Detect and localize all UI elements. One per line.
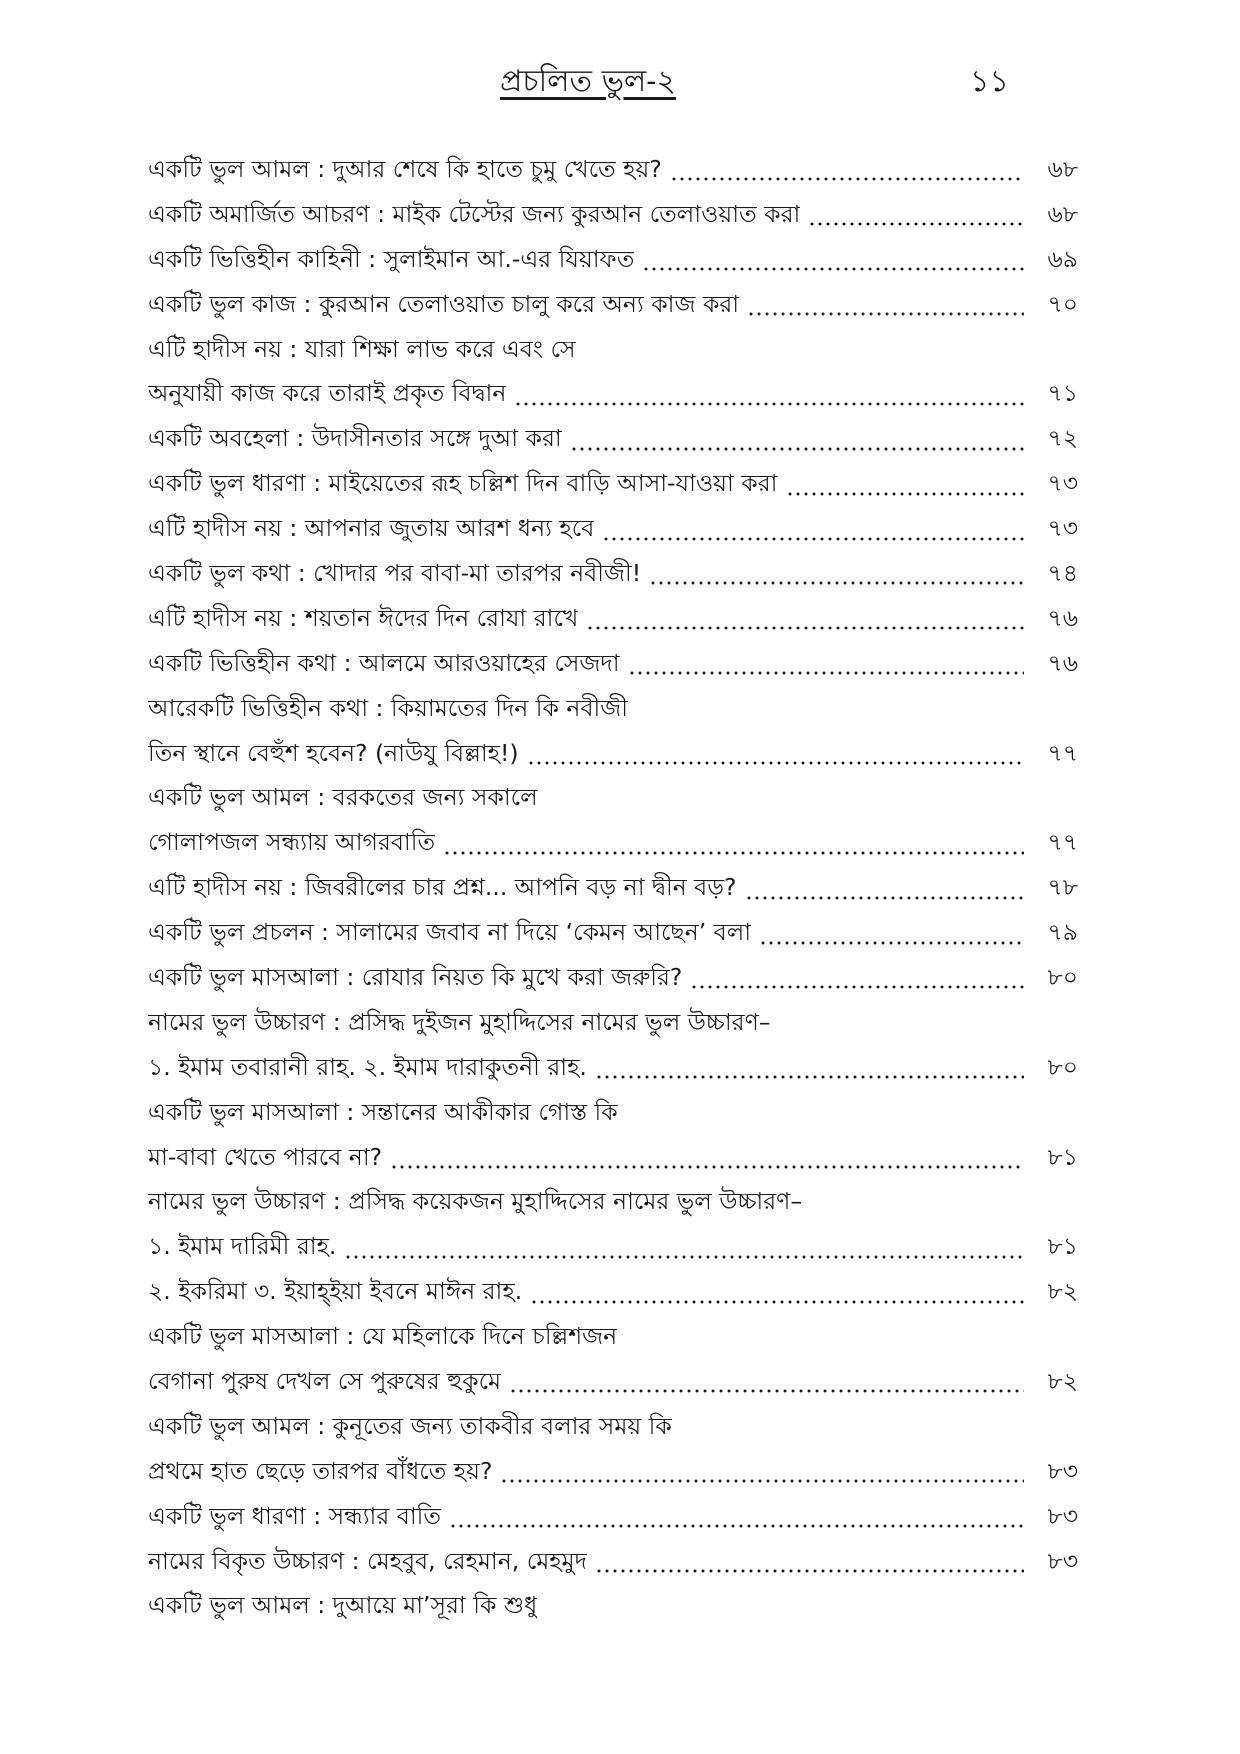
toc-entry	[148, 1360, 1078, 1405]
dot-leader	[649, 581, 1024, 585]
dot-leader	[670, 177, 1024, 181]
toc-entry-page: ৭৪	[1047, 558, 1078, 587]
toc-entry-page: ৭২	[1047, 424, 1078, 453]
dot-leader	[449, 1524, 1024, 1528]
dot-leader	[500, 1479, 1024, 1483]
page-header	[0, 62, 1240, 108]
toc-entry-title: নামের ভুল উচ্চারণ : প্রসিদ্ধ দুইজন মুহাদ্দিসের নামের ভুল উচ্চারণ–	[148, 1007, 771, 1036]
toc-entry-title: নামের ভুল উচ্চারণ : প্রসিদ্ধ কয়েকজন মুহাদ্দিসের নামের ভুল উচ্চারণ–	[148, 1187, 803, 1216]
toc-entry	[148, 732, 1078, 777]
toc-entry-title: একটি ভুল আমল : বরকতের জন্য সকালে	[148, 783, 538, 812]
dot-leader	[527, 761, 1024, 765]
toc-entry	[148, 1091, 1078, 1136]
toc-entry	[148, 238, 1078, 283]
toc-entry-title: আরেকটি ভিত্তিহীন কথা : কিয়ামতের দিন কি নবীজী	[148, 693, 628, 722]
toc-entry-page: ৮৩	[1047, 1501, 1078, 1530]
toc-entry	[148, 462, 1078, 507]
toc-entry-title: এটি হাদীস নয় : শয়তান ঈদের দিন রোযা রাখে	[148, 603, 579, 632]
toc-entry-title: একটি ভুল ধারণা : মাইয়েতের রূহ চল্লিশ দিন বাড়ি আসা-যাওয়া করা	[148, 469, 778, 498]
toc-entry-title: গোলাপজল সন্ধ্যায় আগরবাতি	[148, 828, 436, 857]
toc-entry	[148, 1405, 1078, 1450]
toc-entry	[148, 687, 1078, 732]
toc-entry-page: ৭৭	[1047, 828, 1078, 857]
toc-entry	[148, 1585, 1078, 1630]
toc-entry	[148, 1315, 1078, 1360]
toc-entry	[148, 507, 1078, 552]
toc-entry-page: ৭৬	[1047, 648, 1078, 677]
dot-leader	[759, 941, 1024, 945]
toc-entry	[148, 1225, 1078, 1270]
toc-entry-page: ৭৩	[1047, 469, 1078, 498]
toc-entry-page: ৭০	[1047, 289, 1078, 318]
toc-entry-title: বেগানা পুরুষ দেখল সে পুরুষের হুকুমে	[148, 1366, 502, 1395]
toc-entry	[148, 776, 1078, 821]
toc-entry-page: ৭৬	[1047, 603, 1078, 632]
toc-entry-page: ৭৮	[1047, 873, 1078, 902]
toc-entry	[148, 552, 1078, 597]
page-number: ১১	[970, 64, 1009, 99]
toc-entry-page: ৭৯	[1047, 918, 1078, 947]
toc-entry-title: একটি ভিত্তিহীন কথা : আলমে আরওয়াহের সেজদা	[148, 648, 620, 677]
toc-entry-title: এটি হাদীস নয় : যারা শিক্ষা লাভ করে এবং সে	[148, 334, 576, 363]
table-of-contents	[148, 148, 1078, 1629]
dot-leader	[747, 312, 1024, 316]
toc-entry-page: ৮১	[1047, 1142, 1078, 1171]
toc-entry-page: ৭৭	[1047, 738, 1078, 767]
toc-entry-title: ১. ইমাম দারিমী রাহ.	[148, 1232, 337, 1261]
toc-entry-title: তিন স্থানে বেহুঁশ হবেন? (নাউযু বিল্লাহ!)	[148, 738, 519, 767]
toc-entry-page: ৮২	[1047, 1366, 1078, 1395]
toc-entry-page: ৭৩	[1047, 514, 1078, 543]
toc-entry	[148, 956, 1078, 1001]
dot-leader	[808, 222, 1024, 226]
dot-leader	[690, 985, 1024, 989]
toc-entry-title: ২. ইকরিমা ৩. ইয়াহ্ইয়া ইবনে মাঈন রাহ.	[148, 1277, 523, 1306]
dot-leader	[745, 896, 1025, 900]
toc-entry	[148, 148, 1078, 193]
toc-entry-page: ৬৮	[1047, 199, 1078, 228]
toc-entry	[148, 866, 1078, 911]
toc-entry	[148, 1046, 1078, 1091]
toc-entry-title: একটি ভুল ধারণা : সন্ধ্যার বাতি	[148, 1501, 442, 1530]
toc-entry-page: ৬৯	[1047, 244, 1078, 273]
toc-entry-title: এটি হাদীস নয় : জিবরীলের চার প্রশ্ন... আপনি বড় না দ্বীন বড়?	[148, 873, 737, 902]
toc-entry-title: নামের বিকৃত উচ্চারণ : মেহবুব, রেহমান, মেহমুদ	[148, 1546, 588, 1575]
toc-entry-page: ৮৩	[1047, 1456, 1078, 1485]
dot-leader	[602, 537, 1024, 541]
toc-entry	[148, 1180, 1078, 1225]
toc-entry-title: একটি অবহেলা : উদাসীনতার সঙ্গে দুআ করা	[148, 424, 562, 453]
toc-entry	[148, 1540, 1078, 1585]
toc-entry-title: একটি ভুল আমল : দুআয়ে মা’সূরা কি শুধু	[148, 1591, 538, 1620]
toc-entry	[148, 597, 1078, 642]
toc-entry	[148, 328, 1078, 373]
toc-entry-title: একটি ভুল আমল : কুনূতের জন্য তাকবীর বলার সময় কি	[148, 1411, 672, 1440]
toc-entry	[148, 642, 1078, 687]
dot-leader	[530, 1300, 1024, 1304]
toc-entry-title: প্রথমে হাত ছেড়ে তারপর বাঁধতে হয়?	[148, 1456, 493, 1485]
toc-entry-title: অনুযায়ী কাজ করে তারাই প্রকৃত বিদ্বান	[148, 379, 507, 408]
dot-leader	[628, 671, 1024, 675]
toc-entry-title: একটি ভুল মাসআলা : সন্তানের আকীকার গোস্ত কি	[148, 1097, 618, 1126]
toc-entry	[148, 193, 1078, 238]
dot-leader	[344, 1255, 1024, 1259]
toc-entry-page: ৮০	[1047, 962, 1078, 991]
toc-entry	[148, 372, 1078, 417]
toc-entry-title: একটি ভুল কথা : খোদার পর বাবা-মা তারপর নবীজী!	[148, 558, 642, 587]
toc-entry-page: ৮১	[1047, 1232, 1078, 1261]
dot-leader	[390, 1165, 1024, 1169]
dot-leader	[786, 492, 1025, 496]
toc-entry-title: একটি ভুল প্রচলন : সালামের জবাব না দিয়ে ‘কেমন আছেন’ বলা	[148, 918, 752, 947]
dot-leader	[514, 402, 1024, 406]
toc-entry-page: ৮০	[1047, 1052, 1078, 1081]
toc-entry-title: মা-বাবা খেতে পারবে না?	[148, 1142, 383, 1171]
toc-entry	[148, 283, 1078, 328]
toc-entry-title: একটি ভুল মাসআলা : যে মহিলাকে দিনে চল্লিশজন	[148, 1322, 618, 1351]
dot-leader	[509, 1389, 1024, 1393]
toc-entry	[148, 1270, 1078, 1315]
toc-entry	[148, 1495, 1078, 1540]
dot-leader	[595, 1569, 1024, 1573]
toc-entry-title: একটি অমার্জিত আচরণ : মাইক টেস্টের জন্য কুরআন তেলাওয়াত করা	[148, 199, 801, 228]
toc-entry-title: ১. ইমাম তবারানী রাহ. ২. ইমাম দারাকুতনী রাহ.	[148, 1052, 587, 1081]
dot-leader	[595, 1075, 1024, 1079]
running-title: প্রচলিত ভুল-২	[500, 64, 676, 99]
toc-entry	[148, 821, 1078, 866]
toc-entry-page: ৬৮	[1047, 154, 1078, 183]
dot-leader	[642, 267, 1024, 271]
toc-entry	[148, 417, 1078, 462]
toc-entry-title: একটি ভুল কাজ : কুরআন তেলাওয়াত চালু করে অন্য কাজ করা	[148, 289, 740, 318]
toc-entry	[148, 1450, 1078, 1495]
dot-leader	[443, 851, 1024, 855]
toc-entry-title: একটি ভিত্তিহীন কাহিনী : সুলাইমান আ.-এর যিয়াফত	[148, 244, 635, 273]
toc-entry-page: ৭১	[1047, 379, 1078, 408]
toc-entry-page: ৮২	[1047, 1277, 1078, 1306]
toc-entry	[148, 1001, 1078, 1046]
toc-entry-title: এটি হাদীস নয় : আপনার জুতায় আরশ ধন্য হবে	[148, 514, 595, 543]
dot-leader	[586, 626, 1024, 630]
toc-entry-page: ৮৩	[1047, 1546, 1078, 1575]
dot-leader	[570, 447, 1024, 451]
toc-entry	[148, 911, 1078, 956]
toc-entry	[148, 1136, 1078, 1181]
toc-entry-title: একটি ভুল মাসআলা : রোযার নিয়ত কি মুখে করা জরুরি?	[148, 962, 683, 991]
toc-entry-title: একটি ভুল আমল : দুআর শেষে কি হাতে চুমু খেতে হয়?	[148, 154, 662, 183]
